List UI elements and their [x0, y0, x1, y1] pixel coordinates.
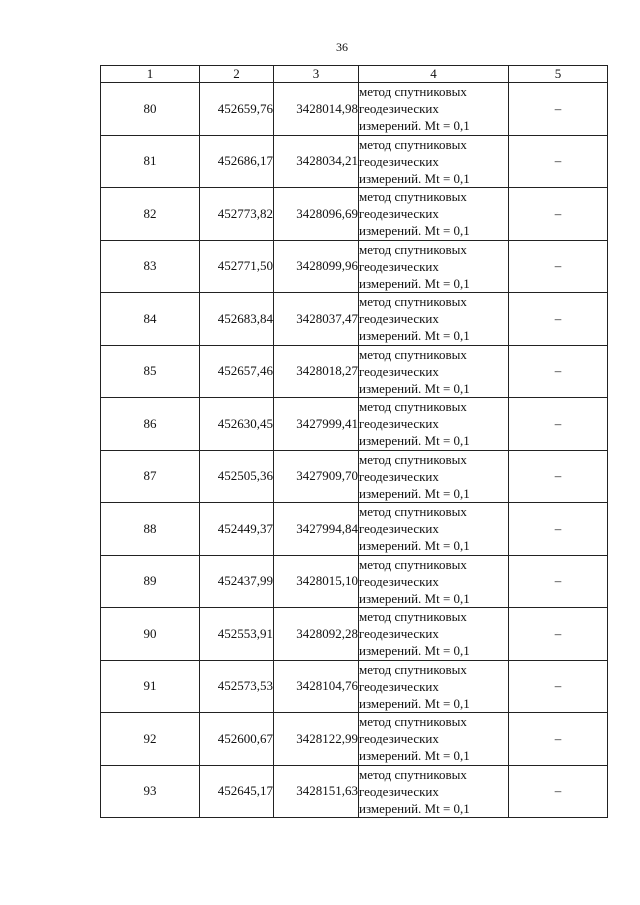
point-number-cell: 84 [101, 293, 200, 346]
table-row [101, 608, 608, 661]
table-row [101, 83, 608, 136]
method-cell [359, 135, 509, 188]
method-cell [359, 765, 509, 818]
table-row [101, 345, 608, 398]
point-number-cell: 86 [101, 398, 200, 451]
method-cell [359, 293, 509, 346]
method-text-line: измерений. Mt = 0,1 [359, 485, 470, 501]
table-row [101, 503, 608, 556]
column-header-2: 2 [200, 66, 274, 83]
method-text-line: метод спутниковых [359, 766, 467, 782]
table-header-row [101, 66, 608, 83]
point-number-cell: 81 [101, 135, 200, 188]
method-cell [359, 83, 509, 136]
point-number-cell: 87 [101, 450, 200, 503]
y-coordinate-cell: 3428018,27 [274, 345, 359, 398]
method-text-line: геодезических [359, 101, 439, 117]
method-text-line: метод спутниковых [359, 136, 467, 152]
method-text-line: геодезических [359, 678, 439, 694]
x-coordinate-cell: 452645,17 [200, 765, 274, 818]
y-coordinate-cell: 3428099,96 [274, 240, 359, 293]
column-header-1: 1 [101, 66, 200, 83]
method-text-line: измерений. Mt = 0,1 [359, 590, 470, 606]
method-text-line: измерений. Mt = 0,1 [359, 643, 470, 659]
method-cell [359, 450, 509, 503]
method-text-line: геодезических [359, 573, 439, 589]
x-coordinate-cell: 452773,82 [200, 188, 274, 241]
method-text-line: геодезических [359, 258, 439, 274]
method-text-line: метод спутниковых [359, 399, 467, 415]
method-text-line: измерений. Mt = 0,1 [359, 538, 470, 554]
method-text-line: метод спутниковых [359, 714, 467, 730]
method-cell [359, 713, 509, 766]
point-number-cell: 89 [101, 555, 200, 608]
method-text-line: геодезических [359, 153, 439, 169]
point-number-cell: 91 [101, 660, 200, 713]
point-number-cell: 82 [101, 188, 200, 241]
table-row [101, 398, 608, 451]
x-coordinate-cell: 452573,53 [200, 660, 274, 713]
x-coordinate-cell: 452600,67 [200, 713, 274, 766]
notes-cell: – [509, 240, 608, 293]
method-cell [359, 398, 509, 451]
method-text-line: измерений. Mt = 0,1 [359, 223, 470, 239]
y-coordinate-cell: 3428014,98 [274, 83, 359, 136]
method-text-line: измерений. Mt = 0,1 [359, 328, 470, 344]
column-header-3: 3 [274, 66, 359, 83]
method-text-line: метод спутниковых [359, 84, 467, 100]
y-coordinate-cell: 3428104,76 [274, 660, 359, 713]
y-coordinate-cell: 3427999,41 [274, 398, 359, 451]
method-text-line: геодезических [359, 731, 439, 747]
x-coordinate-cell: 452553,91 [200, 608, 274, 661]
notes-cell: – [509, 293, 608, 346]
method-text-line: геодезических [359, 311, 439, 327]
table-row [101, 660, 608, 713]
method-text-line: геодезических [359, 206, 439, 222]
x-coordinate-cell: 452686,17 [200, 135, 274, 188]
point-number-cell: 83 [101, 240, 200, 293]
x-coordinate-cell: 452657,46 [200, 345, 274, 398]
table-row [101, 765, 608, 818]
y-coordinate-cell: 3427994,84 [274, 503, 359, 556]
method-text-line: измерений. Mt = 0,1 [359, 748, 470, 764]
table-row [101, 240, 608, 293]
method-text-line: геодезических [359, 416, 439, 432]
notes-cell: – [509, 555, 608, 608]
notes-cell: – [509, 713, 608, 766]
coordinates-table [100, 65, 608, 818]
y-coordinate-cell: 3428015,10 [274, 555, 359, 608]
notes-cell: – [509, 345, 608, 398]
method-text-line: метод спутниковых [359, 294, 467, 310]
method-text-line: измерений. Mt = 0,1 [359, 800, 470, 816]
method-cell [359, 555, 509, 608]
point-number-cell: 90 [101, 608, 200, 661]
notes-cell: – [509, 660, 608, 713]
method-text-line: метод спутниковых [359, 189, 467, 205]
method-text-line: геодезических [359, 783, 439, 799]
method-text-line: геодезических [359, 626, 439, 642]
y-coordinate-cell: 3427909,70 [274, 450, 359, 503]
method-cell [359, 503, 509, 556]
method-text-line: метод спутниковых [359, 241, 467, 257]
method-text-line: метод спутниковых [359, 556, 467, 572]
method-text-line: метод спутниковых [359, 661, 467, 677]
method-cell [359, 660, 509, 713]
notes-cell: – [509, 188, 608, 241]
column-header-4: 4 [359, 66, 509, 83]
x-coordinate-cell: 452659,76 [200, 83, 274, 136]
method-cell [359, 345, 509, 398]
method-text-line: метод спутниковых [359, 346, 467, 362]
table-row [101, 555, 608, 608]
method-cell [359, 240, 509, 293]
method-text-line: измерений. Mt = 0,1 [359, 118, 470, 134]
table-row [101, 713, 608, 766]
column-header-5: 5 [509, 66, 608, 83]
x-coordinate-cell: 452449,37 [200, 503, 274, 556]
notes-cell: – [509, 608, 608, 661]
y-coordinate-cell: 3428034,21 [274, 135, 359, 188]
method-text-line: измерений. Mt = 0,1 [359, 380, 470, 396]
table-body [101, 83, 608, 818]
y-coordinate-cell: 3428096,69 [274, 188, 359, 241]
point-number-cell: 85 [101, 345, 200, 398]
method-text-line: измерений. Mt = 0,1 [359, 695, 470, 711]
table-row [101, 450, 608, 503]
method-cell [359, 188, 509, 241]
notes-cell: – [509, 503, 608, 556]
page-number: 36 [336, 40, 348, 54]
method-text-line: метод спутниковых [359, 609, 467, 625]
table-row [101, 293, 608, 346]
point-number-cell: 80 [101, 83, 200, 136]
point-number-cell: 88 [101, 503, 200, 556]
y-coordinate-cell: 3428037,47 [274, 293, 359, 346]
y-coordinate-cell: 3428151,63 [274, 765, 359, 818]
point-number-cell: 92 [101, 713, 200, 766]
method-text-line: метод спутниковых [359, 451, 467, 467]
x-coordinate-cell: 452683,84 [200, 293, 274, 346]
notes-cell: – [509, 450, 608, 503]
x-coordinate-cell: 452771,50 [200, 240, 274, 293]
method-text-line: измерений. Mt = 0,1 [359, 433, 470, 449]
point-number-cell: 93 [101, 765, 200, 818]
method-cell [359, 608, 509, 661]
table-row [101, 188, 608, 241]
y-coordinate-cell: 3428092,28 [274, 608, 359, 661]
notes-cell: – [509, 135, 608, 188]
x-coordinate-cell: 452437,99 [200, 555, 274, 608]
notes-cell: – [509, 83, 608, 136]
notes-cell: – [509, 765, 608, 818]
x-coordinate-cell: 452505,36 [200, 450, 274, 503]
method-text-line: геодезических [359, 468, 439, 484]
method-text-line: измерений. Mt = 0,1 [359, 275, 470, 291]
method-text-line: метод спутниковых [359, 504, 467, 520]
notes-cell: – [509, 398, 608, 451]
y-coordinate-cell: 3428122,99 [274, 713, 359, 766]
table-row [101, 135, 608, 188]
method-text-line: геодезических [359, 521, 439, 537]
x-coordinate-cell: 452630,45 [200, 398, 274, 451]
method-text-line: измерений. Mt = 0,1 [359, 170, 470, 186]
method-text-line: геодезических [359, 363, 439, 379]
